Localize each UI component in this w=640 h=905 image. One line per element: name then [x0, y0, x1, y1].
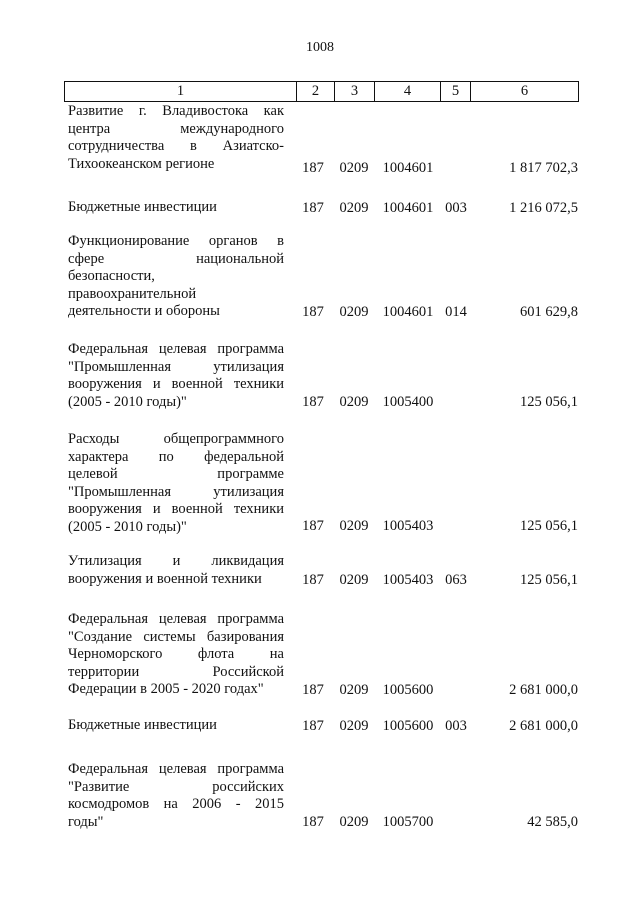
table-row [0, 199, 640, 217]
column-header-4: 4 [375, 82, 441, 102]
row-item-name-line: "Промышленная утилизация [68, 358, 284, 375]
amount-value: 601 629,8 [520, 304, 578, 320]
row-item-name-line: вооружения и военной техники [68, 501, 284, 518]
row-item-name-line: Бюджетные инвестиции [68, 717, 217, 733]
target-article-code: 1005600 [382, 682, 434, 698]
row-item-name-line: годы" [68, 813, 104, 830]
row-item-name-line: Бюджетные инвестиции [68, 199, 217, 215]
column-header-6: 6 [471, 82, 579, 102]
section-code: 0209 [339, 814, 369, 830]
ministry-code: 187 [302, 718, 324, 734]
amount-value: 1 216 072,5 [509, 200, 578, 216]
amount-value: 125 056,1 [520, 572, 578, 588]
amount-value: 1 817 702,3 [509, 160, 578, 176]
row-item-name-line: сотрудничества в Азиатско- [68, 138, 284, 155]
target-article-code: 1005403 [382, 518, 434, 534]
row-item-name-line: деятельности и обороны [68, 303, 220, 320]
row-item-name-line: правоохранительной [68, 285, 197, 302]
ministry-code: 187 [302, 572, 324, 588]
row-item-name-line: "Промышленная утилизация [68, 483, 284, 500]
amount-value: 42 585,0 [527, 814, 578, 830]
row-item-name-line: Федеральная целевая программа [68, 341, 284, 357]
ministry-code: 187 [302, 518, 324, 534]
row-item-name-line: Федеральная целевая программа [68, 611, 284, 627]
row-item-name [68, 341, 284, 411]
table-row [0, 553, 640, 589]
row-item-name-line: целевой программе [68, 466, 284, 483]
row-item-name [68, 717, 284, 735]
section-code: 0209 [339, 394, 369, 410]
ministry-code: 187 [302, 304, 324, 320]
section-code: 0209 [339, 200, 369, 216]
section-code: 0209 [339, 304, 369, 320]
row-item-name-line: космодромов на 2006 - 2015 [68, 796, 284, 813]
row-item-name-line: сфере национальной [68, 250, 284, 267]
ministry-code: 187 [302, 160, 324, 176]
column-header-3: 3 [335, 82, 375, 102]
row-item-name-line: характера по федеральной [68, 448, 284, 465]
section-code: 0209 [339, 572, 369, 588]
column-header-1: 1 [65, 82, 297, 102]
row-item-name-line: вооружения и военной техники [68, 570, 262, 587]
row-item-name-line: Развитие г. Владивостока как [68, 103, 284, 119]
row-item-name-line: (2005 - 2010 годы)" [68, 518, 187, 535]
target-article-code: 1004601 [382, 200, 434, 216]
ministry-code: 187 [302, 814, 324, 830]
page-number: 1008 [306, 40, 334, 55]
ministry-code: 187 [302, 682, 324, 698]
row-item-name [68, 233, 284, 321]
target-article-code: 1005600 [382, 718, 434, 734]
expense-type-code: 063 [445, 572, 467, 588]
column-header-5: 5 [441, 82, 471, 102]
row-item-name-line: Функционирование органов в [68, 233, 284, 249]
section-code: 0209 [339, 518, 369, 534]
table-row [0, 341, 640, 411]
row-item-name [68, 611, 284, 699]
row-item-name-line: Черноморского флота на [68, 646, 284, 663]
target-article-code: 1005400 [382, 394, 434, 410]
ministry-code: 187 [302, 200, 324, 216]
row-item-name-line: территории Российской [68, 663, 284, 680]
row-item-name-line: "Развитие российских [68, 778, 284, 795]
row-item-name-line: безопасности, [68, 268, 155, 285]
table-row [0, 611, 640, 699]
section-code: 0209 [339, 160, 369, 176]
row-item-name [68, 553, 284, 588]
target-article-code: 1005700 [382, 814, 434, 830]
section-code: 0209 [339, 682, 369, 698]
target-article-code: 1005403 [382, 572, 434, 588]
expense-type-code: 003 [445, 200, 467, 216]
amount-value: 125 056,1 [520, 394, 578, 410]
table-row [0, 761, 640, 831]
row-item-name-line: вооружения и военной техники [68, 376, 284, 393]
table-row [0, 103, 640, 177]
row-item-name [68, 761, 284, 831]
row-item-name-line: Тихоокеанском регионе [68, 155, 215, 172]
row-item-name [68, 431, 284, 537]
row-item-name [68, 103, 284, 173]
amount-value: 2 681 000,0 [509, 682, 578, 698]
table-row [0, 431, 640, 535]
row-item-name-line: "Создание системы базирования [68, 628, 284, 645]
row-item-name [68, 199, 284, 217]
column-header-2: 2 [297, 82, 335, 102]
row-item-name-line: Расходы общепрограммного [68, 431, 284, 447]
ministry-code: 187 [302, 394, 324, 410]
column-header-table [64, 81, 579, 102]
row-item-name-line: (2005 - 2010 годы)" [68, 393, 187, 410]
target-article-code: 1004601 [382, 304, 434, 320]
table-row [0, 717, 640, 735]
target-article-code: 1004601 [382, 160, 434, 176]
amount-value: 2 681 000,0 [509, 718, 578, 734]
row-item-name-line: Утилизация и ликвидация [68, 553, 284, 569]
table-row [0, 233, 640, 321]
expense-type-code: 003 [445, 718, 467, 734]
row-item-name-line: Федерации в 2005 - 2020 годах" [68, 681, 264, 698]
expense-type-code: 014 [445, 304, 467, 320]
amount-value: 125 056,1 [520, 518, 578, 534]
section-code: 0209 [339, 718, 369, 734]
row-item-name-line: Федеральная целевая программа [68, 761, 284, 777]
row-item-name-line: центра международного [68, 120, 284, 137]
